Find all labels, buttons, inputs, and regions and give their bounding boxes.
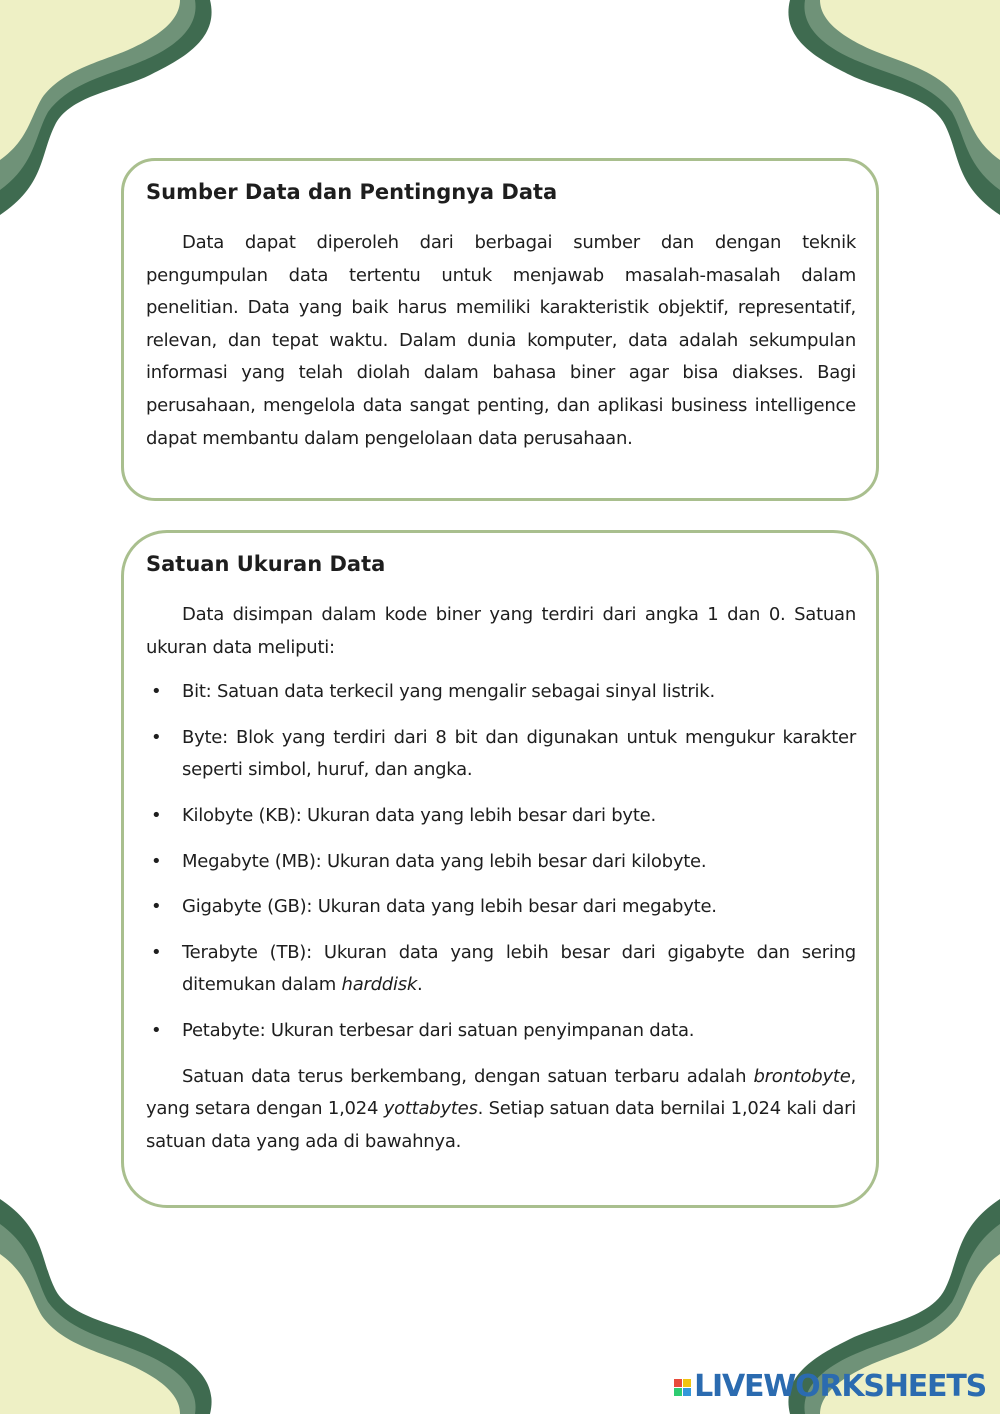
- corner-decoration-bottom-left: [0, 1184, 230, 1414]
- closing-text-1: Satuan data terus berkembang, dengan satuan terbaru adalah: [182, 1065, 747, 1087]
- unit-term: Kilobyte (KB):: [182, 804, 302, 826]
- list-item: [146, 722, 856, 787]
- unit-term: Byte:: [182, 726, 228, 748]
- unit-description: Ukuran data yang lebih besar dari megabyte.: [317, 896, 717, 918]
- liveworksheets-logo-icon: [674, 1379, 691, 1396]
- unit-term: Terabyte (TB):: [182, 941, 312, 963]
- list-item: [146, 1015, 856, 1048]
- closing-italic-yottabytes: yottabytes: [383, 1098, 478, 1120]
- liveworksheets-brand[interactable]: [674, 1370, 986, 1404]
- closing-text-3: . Setiap satuan data bernilai 1,024 kali dari satuan data yang ada di bawahnya.: [146, 1098, 856, 1152]
- card-data-sources: [121, 158, 879, 501]
- list-item: [146, 846, 856, 879]
- section-title-data-units: Satuan Ukuran Data: [146, 552, 386, 576]
- paragraph-data-sources: Data dapat diperoleh dari berbagai sumber dan dengan teknik pengumpulan data tertentu untuk menjawab masalah-masalah dalam penelitian. Data yang baik harus memiliki karakteristik objektif, representatif, relevan, dan tepat waktu. Dalam dunia komputer, data adalah sekumpulan informasi yang telah diolah dalam bahasa biner agar bisa diakses. Bagi perusahaan, mengelola data sangat penting, dan aplikasi business intelligence dapat membantu dalam pengelolaan data perusahaan.: [146, 232, 856, 449]
- list-item: [146, 800, 856, 833]
- unit-description: Ukuran data yang lebih besar dari byte.: [307, 804, 656, 826]
- data-units-list: [146, 676, 856, 1047]
- liveworksheets-wordmark: LIVEWORKSHEETS: [694, 1369, 986, 1404]
- list-item: [146, 676, 856, 709]
- unit-description: Ukuran data yang lebih besar dari gigabyte dan sering ditemukan dalam: [182, 941, 856, 996]
- paragraph-data-units-intro: Data disimpan dalam kode biner yang terdiri dari angka 1 dan 0. Satuan ukuran data meliputi:: [146, 604, 856, 658]
- unit-description: Satuan data terkecil yang mengalir sebagai sinyal listrik.: [216, 681, 715, 703]
- unit-term: Petabyte:: [182, 1019, 266, 1041]
- unit-description: Ukuran data yang lebih besar dari kilobyte.: [326, 850, 707, 872]
- unit-description: Ukuran terbesar dari satuan penyimpanan data.: [270, 1019, 695, 1041]
- unit-description: Blok yang terdiri dari 8 bit dan digunakan untuk mengukur karakter seperti simbol, huruf, dan angka.: [182, 726, 856, 781]
- closing-text-2: , yang setara dengan 1,024: [146, 1065, 856, 1120]
- unit-description-end: .: [417, 974, 423, 996]
- unit-term: Megabyte (MB):: [182, 850, 322, 872]
- unit-term: Bit:: [182, 681, 212, 703]
- card-data-units: [121, 530, 879, 1208]
- list-item: [146, 891, 856, 924]
- list-item: [146, 937, 856, 1002]
- section-title-data-sources: Sumber Data dan Pentingnya Data: [146, 180, 558, 204]
- paragraph-data-units-closing: [146, 1061, 856, 1159]
- unit-description-italic: harddisk: [341, 974, 418, 996]
- closing-italic-brontobyte: brontobyte: [753, 1065, 851, 1087]
- unit-term: Gigabyte (GB):: [182, 896, 313, 918]
